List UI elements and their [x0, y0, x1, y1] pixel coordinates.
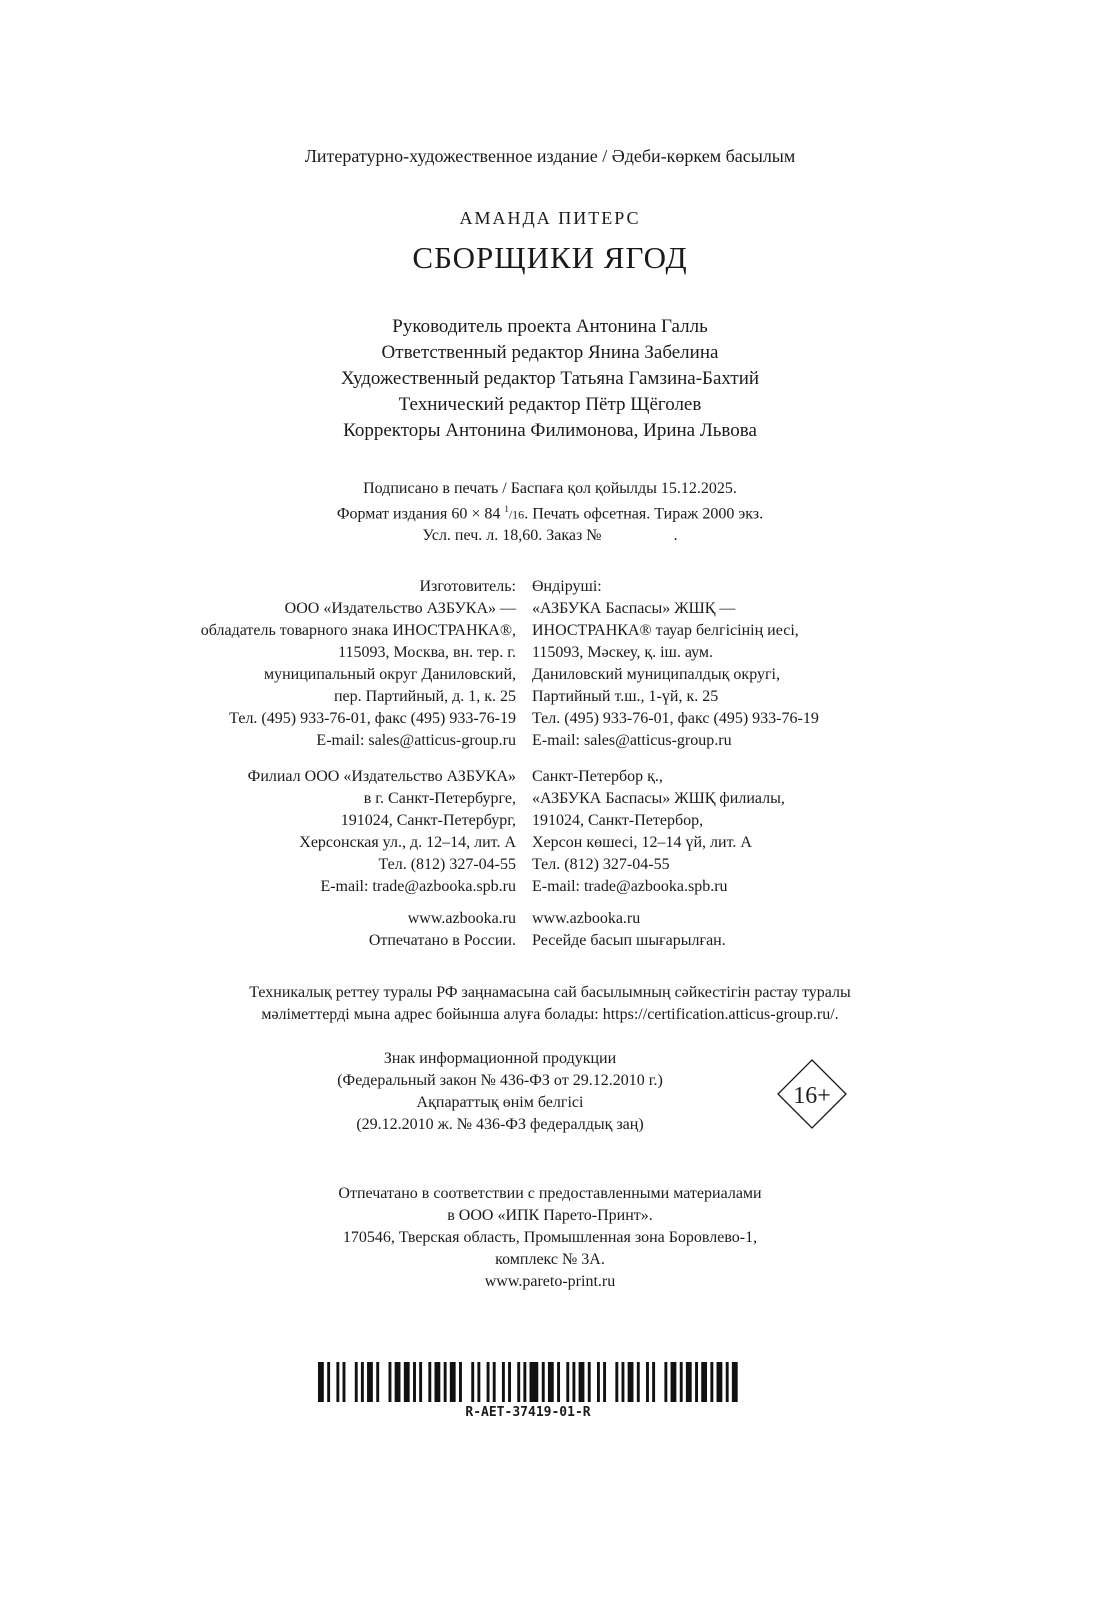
web-kz: [532, 908, 726, 952]
manufacturer-ru: [201, 576, 516, 752]
barcode-bar: [435, 1362, 441, 1402]
age-rating-badge: [777, 1059, 847, 1129]
genre-line: Литературно-художественное издание / Әдеби-көркем басылым: [304, 146, 796, 166]
barcode-bar: [517, 1362, 520, 1402]
barcode-bar: [542, 1362, 545, 1402]
barcode-bar: [419, 1362, 422, 1402]
credit-line: Художественный редактор Татьяна Гамзина-Бахтий: [340, 368, 760, 389]
barcode: [318, 1362, 738, 1402]
credit-line: Корректоры Антонина Филимонова, Ирина Львова: [343, 420, 757, 441]
manufacturer-kz-line: Тел. (495) 933-76-01, факс (495) 933-76-19: [532, 710, 819, 727]
manufacturer-ru-line: муниципальный округ Даниловский,: [263, 666, 516, 683]
barcode-bar: [508, 1362, 511, 1402]
barcode-bar: [336, 1362, 339, 1402]
barcode-bar: [664, 1362, 667, 1402]
barcode-bar: [355, 1362, 358, 1402]
branch-kz-line: Тел. (812) 327-04-55: [532, 856, 670, 873]
manufacturer-kz-line: E-mail: sales@atticus-group.ru: [532, 732, 732, 749]
signed-to-print: Подписано в печать / Баспаға қол қойылды 15.12.2025.: [363, 480, 737, 497]
barcode-bar: [628, 1362, 634, 1402]
barcode-bar: [637, 1362, 640, 1402]
branch-kz: [532, 766, 785, 898]
format-line: [0, 499, 1100, 525]
branch-ru-line: Филиал ООО «Издательство АЗБУКА»: [247, 768, 516, 785]
barcode-bar: [566, 1362, 569, 1402]
barcode-bar: [361, 1362, 364, 1402]
barcode-bar: [588, 1362, 591, 1402]
info-sign-line: Знак информационной продукции: [383, 1050, 617, 1067]
manufacturer-kz-line: ИНОСТРАНКА® тауар белгісінің иесі,: [532, 622, 799, 639]
print-info-block: [0, 478, 1100, 546]
barcode-bar: [395, 1362, 401, 1402]
branch-ru-line: в г. Санкт-Петербурге,: [363, 790, 516, 807]
barcode-bar: [710, 1362, 713, 1402]
barcode-bar: [652, 1362, 655, 1402]
branch-kz-line: E-mail: trade@azbooka.spb.ru: [532, 878, 728, 895]
barcode-bar: [343, 1362, 346, 1402]
barcode-bar: [579, 1362, 585, 1402]
barcode-bar: [646, 1362, 649, 1402]
branch-ru-line: Херсонская ул., д. 12–14, лит. А: [299, 834, 516, 851]
author-name: АМАНДА ПИТЕРС: [459, 208, 641, 228]
barcode-bar: [404, 1362, 410, 1402]
info-sign-line: Ақпараттық өнім белгісі: [416, 1094, 584, 1111]
barcode-bar: [523, 1362, 526, 1402]
manufacturer-kz: [532, 576, 819, 752]
manufacturer-kz-line: Партийный т.ш., 1-үй, к. 25: [532, 688, 719, 705]
barcode-bar: [603, 1362, 606, 1402]
barcode-bar: [530, 1362, 539, 1402]
website-kz: www.azbooka.ru: [532, 910, 641, 927]
barcode-bar: [557, 1362, 560, 1402]
printer-block: [0, 1183, 1100, 1293]
barcode-bar: [671, 1362, 677, 1402]
manufacturer-ru-line: Тел. (495) 933-76-01, факс (495) 933-76-19: [229, 710, 516, 727]
barcode-bar: [548, 1362, 554, 1402]
manufacturer-ru-line: E-mail: sales@atticus-group.ru: [316, 732, 516, 749]
branch-kz-line: 191024, Санкт-Петербор,: [532, 812, 704, 829]
manufacturer-ru-line: Изготовитель:: [419, 578, 516, 595]
info-sign-line: (Федеральный закон № 436-ФЗ от 29.12.2010 г.): [337, 1072, 663, 1089]
manufacturer-kz-line: Өндіруші:: [532, 578, 602, 595]
branch-ru: [248, 766, 516, 898]
printer-line: Отпечатано в соответствии с предоставленными материалами: [338, 1185, 762, 1202]
manufacturer-ru-line: ООО «Издательство АЗБУКА» —: [284, 600, 516, 617]
branch-ru-line: E-mail: trade@azbooka.spb.ru: [320, 878, 516, 895]
age-rating-text: 16+: [793, 1083, 831, 1109]
barcode-bar: [376, 1362, 379, 1402]
barcode-bar: [615, 1362, 618, 1402]
certification-line: мәліметтерді мына адрес бойынша алуға болады: https://certification.atticus-group.ru/.: [261, 1006, 839, 1023]
credit-line: Ответственный редактор Янина Забелина: [381, 342, 719, 363]
format-fraction-denominator: /16: [508, 507, 525, 522]
barcode-bar: [732, 1362, 738, 1402]
barcode-bar: [471, 1362, 474, 1402]
barcode-bar: [487, 1362, 490, 1402]
printer-line: 170546, Тверская область, Промышленная зона Боровлево-1,: [342, 1229, 758, 1246]
barcode-label: R-AET-37419-01-R: [465, 1405, 591, 1420]
format-prefix: Формат издания 60 × 84: [336, 505, 505, 523]
printer-line: комплекс № 3А.: [495, 1251, 605, 1268]
manufacturer-kz-line: 115093, Мәскеу, қ. іш. аум.: [532, 644, 714, 661]
manufacturer-ru-line: обладатель товарного знака ИНОСТРАНКА®,: [200, 622, 516, 639]
branch-kz-line: «АЗБУКА Баспасы» ЖШҚ филиалы,: [532, 790, 785, 807]
info-sign-block: [0, 1048, 1100, 1136]
barcode-bar: [502, 1362, 505, 1402]
certification-line: Техникалық реттеу туралы РФ заңнамасына сай басылымның сәйкестігін растау туралы: [249, 984, 851, 1001]
book-title: СБОРЩИКИ ЯГОД: [412, 240, 688, 275]
credit-line: Руководитель проекта Антонина Галль: [392, 316, 708, 337]
certification-block: [0, 982, 1100, 1026]
info-sign-line: (29.12.2010 ж. № 436-ФЗ федералдық заң): [356, 1116, 644, 1133]
order-line: Усл. печ. л. 18,60. Заказ № .: [422, 527, 678, 545]
website-ru: www.azbooka.ru: [407, 910, 516, 927]
branch-kz-line: Санкт-Петербор қ.,: [532, 768, 663, 785]
printer-line: www.pareto-print.ru: [484, 1273, 616, 1290]
branch-kz-line: Херсон көшесі, 12–14 үй, лит. А: [532, 834, 752, 851]
barcode-bar: [597, 1362, 600, 1402]
printed-in-kz: Ресейде басып шығарылған.: [532, 932, 726, 949]
manufacturer-ru-line: пер. Партийный, д. 1, к. 25: [333, 688, 516, 705]
barcode-bar: [717, 1362, 723, 1402]
manufacturer-kz-line: «АЗБУКА Баспасы» ЖШҚ —: [532, 600, 736, 617]
manufacturer-ru-line: 115093, Москва, вн. тер. г.: [338, 644, 516, 661]
barcode-bar: [413, 1362, 416, 1402]
barcode-bar: [444, 1362, 447, 1402]
barcode-bar: [701, 1362, 707, 1402]
branch-ru-line: Тел. (812) 327-04-55: [378, 856, 516, 873]
barcode-bar: [428, 1362, 431, 1402]
barcode-bar: [367, 1362, 373, 1402]
manufacturer-kz-line: Даниловский муниципалдық округі,: [532, 666, 780, 683]
credit-line: Технический редактор Пётр Щёголев: [398, 394, 702, 415]
barcode-bar: [477, 1362, 480, 1402]
barcode-bar: [572, 1362, 575, 1402]
barcode-bar: [318, 1362, 324, 1402]
printer-line: в ООО «ИПК Парето-Принт».: [447, 1207, 653, 1224]
barcode-bar: [450, 1362, 456, 1402]
barcode-bar: [493, 1362, 496, 1402]
barcode-bar: [686, 1362, 692, 1402]
barcode-bar: [327, 1362, 330, 1402]
barcode-bar: [622, 1362, 625, 1402]
printed-in-ru: Отпечатано в России.: [368, 932, 516, 949]
web-ru: [369, 908, 516, 952]
branch-ru-line: 191024, Санкт-Петербург,: [340, 812, 516, 829]
barcode-bar: [389, 1362, 392, 1402]
format-fraction-numerator: 1: [504, 504, 509, 514]
barcode-bar: [726, 1362, 729, 1402]
barcode-bar: [695, 1362, 698, 1402]
credits-block: [0, 314, 1100, 444]
format-suffix: . Печать офсетная. Тираж 2000 экз.: [524, 505, 764, 523]
barcode-bar: [459, 1362, 462, 1402]
barcode-bar: [680, 1362, 683, 1402]
